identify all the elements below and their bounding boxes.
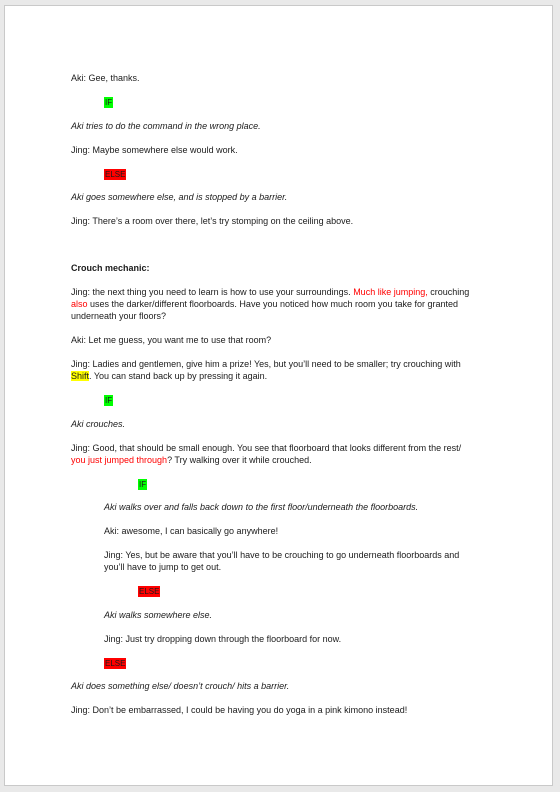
dialogue-line [71, 286, 469, 298]
dialogue-line: Aki: Gee, thanks. [71, 73, 140, 83]
dialogue-line: Jing: Ladies and gentlemen, give him a prize! Yes, but you’ll need to be smaller; try crouching with [71, 359, 461, 369]
stage-direction: Aki walks over and falls back down to the first floor/underneath the floorboards. [104, 502, 419, 512]
stage-direction: Aki tries to do the command in the wrong place. [71, 121, 261, 131]
else-tag: ELSE [105, 170, 126, 179]
document-page [4, 5, 553, 786]
if-marker [138, 478, 147, 490]
text-run: ? Try walking over it while crouched. [167, 455, 312, 465]
dialogue-line: Jing: Yes, but be aware that you’ll have to be crouching to go underneath floorboards and [104, 550, 460, 560]
dialogue-line: Aki: Let me guess, you want me to use that room? [71, 335, 272, 345]
stage-direction: Aki crouches. [71, 419, 126, 429]
else-tag: ELSE [105, 659, 126, 668]
else-tag: ELSE [139, 587, 160, 596]
dialogue-line: Aki: awesome, I can basically go anywhere! [104, 526, 279, 536]
dialogue-line: Jing: Good, that should be small enough. You see that floorboard that looks different from the rest/ [71, 443, 462, 453]
stage-direction: Aki does something else/ doesn’t crouch/ hits a barrier. [71, 681, 290, 691]
text-run: Jing: the next thing you need to learn is how to use your surroundings. [71, 287, 354, 297]
else-marker [138, 585, 160, 597]
dialogue-line-continued: you’ll have to jump to get out. [104, 562, 222, 572]
red-text-run: you just jumped through [71, 455, 168, 465]
if-tag: IF [105, 98, 113, 107]
else-marker [104, 168, 126, 180]
dialogue-line: Jing: Maybe somewhere else would work. [71, 145, 238, 155]
stage-direction: Aki walks somewhere else. [104, 610, 213, 620]
if-marker [104, 394, 113, 406]
dialogue-line-continued [71, 370, 267, 382]
dialogue-line-continued [71, 298, 458, 310]
if-tag: IF [105, 396, 113, 405]
dialogue-line: Jing: Just try dropping down through the floorboard for now. [104, 634, 342, 644]
dialogue-line: Jing: Don’t be embarrassed, I could be having you do yoga in a pink kimono instead! [71, 705, 408, 715]
if-tag: IF [139, 480, 147, 489]
text-run: crouching [427, 287, 470, 297]
if-marker [104, 96, 113, 108]
dialogue-line-continued [71, 454, 312, 466]
red-text-run: Much like jumping, [353, 287, 428, 297]
highlighted-key: Shift [71, 371, 90, 381]
section-heading: Crouch mechanic: [71, 263, 150, 273]
stage-direction: Aki goes somewhere else, and is stopped by a barrier. [71, 192, 288, 202]
else-marker [104, 657, 126, 669]
text-run: uses the darker/different floorboards. Have you noticed how much room you take for granted [87, 299, 459, 309]
red-text-run: also [71, 299, 88, 309]
text-run: . You can stand back up by pressing it again. [89, 371, 268, 381]
dialogue-line: Jing: There’s a room over there, let’s try stomping on the ceiling above. [71, 216, 354, 226]
dialogue-line-continued: underneath your floors? [71, 311, 167, 321]
